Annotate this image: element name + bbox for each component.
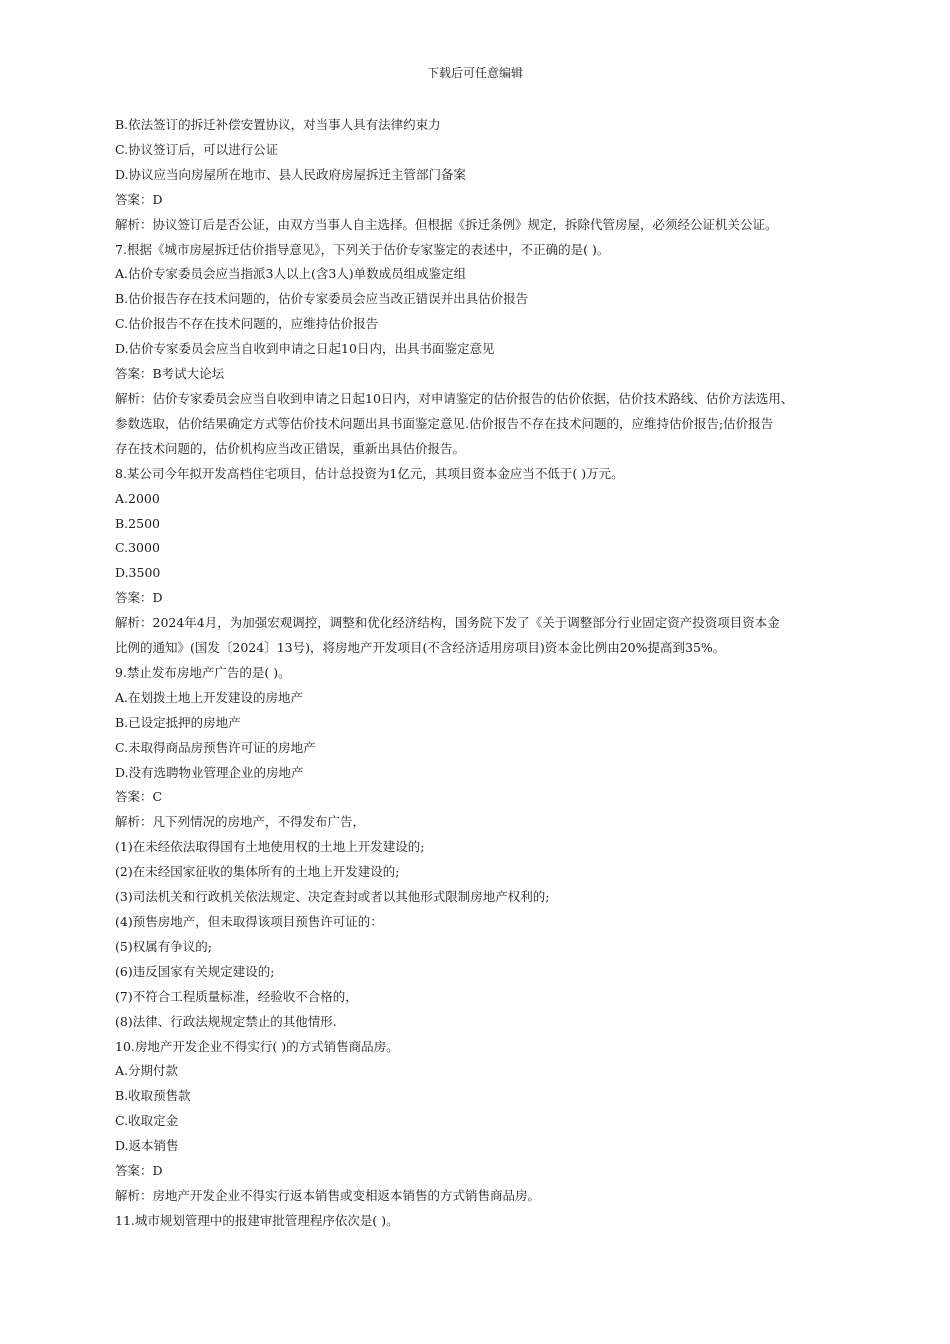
q9-option-d: D.没有选聘物业管理企业的房地产 — [115, 764, 304, 780]
explanation-line: 解析：协议签订后是否公证，由双方当事人自主选择。但根据《拆迁条例》规定，拆除代管房屋，必须经公证机关公证。 — [115, 216, 778, 232]
q7-option-d: D.估价专家委员会应当自收到申请之日起10日内，出具书面鉴定意见 — [115, 341, 495, 357]
answer-line: 答案：D — [115, 191, 163, 207]
q10-option-b: B.收取预售款 — [115, 1088, 191, 1104]
q10-answer: 答案：D — [115, 1163, 163, 1179]
question-10: 10.房地产开发企业不得实行( )的方式销售商品房。 — [115, 1038, 399, 1054]
q8-explanation-2: 比例的通知》(国发〔2024〕13号)，将房地产开发项目(不含经济适用房项目)资本金比例由20%提高到35%。 — [115, 640, 726, 656]
q7-explanation-1: 解析：估价专家委员会应当自收到申请之日起10日内，对申请鉴定的估价报告的估价依据，估价技术路线、估价方法选用、 — [115, 390, 794, 406]
q8-option-a: A.2000 — [115, 490, 160, 506]
q10-explanation: 解析：房地产开发企业不得实行返本销售或变相返本销售的方式销售商品房。 — [115, 1187, 541, 1203]
q7-option-a: A.估价专家委员会应当指派3人以上(含3人)单数成员组成鉴定组 — [115, 266, 467, 282]
q9-item-2: (2)在未经国家征收的集体所有的土地上开发建设的; — [115, 864, 400, 880]
q8-explanation-1: 解析：2024年4月，为加强宏观调控，调整和优化经济结构，国务院下发了《关于调整部分行业固定资产投资项目资本金 — [115, 615, 780, 631]
q7-option-c: C.估价报告不存在技术问题的，应维持估价报告 — [115, 316, 379, 332]
q7-answer: 答案：B考试大论坛 — [115, 366, 225, 382]
document-body — [115, 113, 895, 1234]
q10-option-a: A.分期付款 — [115, 1063, 179, 1079]
q9-answer: 答案：C — [115, 789, 163, 805]
q10-option-d: D.返本销售 — [115, 1138, 179, 1154]
question-9: 9.禁止发布房地产广告的是( )。 — [115, 664, 291, 680]
q7-option-b: B.估价报告存在技术问题的，估价专家委员会应当改正错误并出具估价报告 — [115, 291, 529, 307]
q9-item-8: (8)法律、行政法规规定禁止的其他情形. — [115, 1013, 337, 1029]
q9-option-b: B.已设定抵押的房地产 — [115, 714, 241, 730]
option-d-line: D.协议应当向房屋所在地市、县人民政府房屋拆迁主管部门备案 — [115, 166, 467, 182]
q9-item-3: (3)司法机关和行政机关依法规定、决定查封或者以其他形式限制房地产权利的; — [115, 889, 550, 905]
page-header: 下载后可任意编辑 — [426, 66, 523, 80]
option-b-line: B.依法签订的拆迁补偿安置协议，对当事人具有法律约束力 — [115, 117, 441, 132]
question-11: 11.城市规划管理中的报建审批管理程序依次是( )。 — [115, 1212, 399, 1228]
q9-item-4: (4)预售房地产，但未取得该项目预售许可证的： — [115, 914, 383, 929]
q9-item-7: (7)不符合工程质量标准，经验收不合格的， — [115, 988, 358, 1004]
q8-option-c: C.3000 — [115, 540, 160, 556]
q9-option-c: C.未取得商品房预售许可证的房地产 — [115, 739, 316, 755]
question-7: 7.根据《城市房屋拆迁估价指导意见》，下列关于估价专家鉴定的表述中，不正确的是( )。 — [115, 241, 610, 257]
q7-explanation-3: 存在技术问题的，估价机构应当改正错误，重新出具估价报告。 — [115, 440, 466, 456]
q8-answer: 答案：D — [115, 590, 163, 606]
q8-option-b: B.2500 — [115, 515, 160, 531]
q9-item-1: (1)在未经依法取得国有土地使用权的土地上开发建设的; — [115, 839, 425, 855]
q8-option-d: D.3500 — [115, 565, 161, 581]
q9-explanation: 解析：凡下列情况的房地产，不得发布广告， — [115, 814, 366, 830]
q10-option-c: C.收取定金 — [115, 1113, 179, 1129]
q9-item-6: (6)违反国家有关规定建设的; — [115, 963, 275, 979]
option-c-line: C.协议签订后，可以进行公证 — [115, 141, 279, 157]
q7-explanation-2: 参数选取，估价结果确定方式等估价技术问题出具书面鉴定意见.估价报告不存在技术问题的，应维持估价报告;估价报告 — [115, 415, 774, 431]
q9-item-5: (5)权属有争议的; — [115, 938, 212, 954]
q9-option-a: A.在划拨土地上开发建设的房地产 — [115, 689, 304, 705]
question-8: 8.某公司今年拟开发高档住宅项目，估计总投资为1亿元，其项目资本金应当不低于( )万元。 — [115, 465, 624, 481]
